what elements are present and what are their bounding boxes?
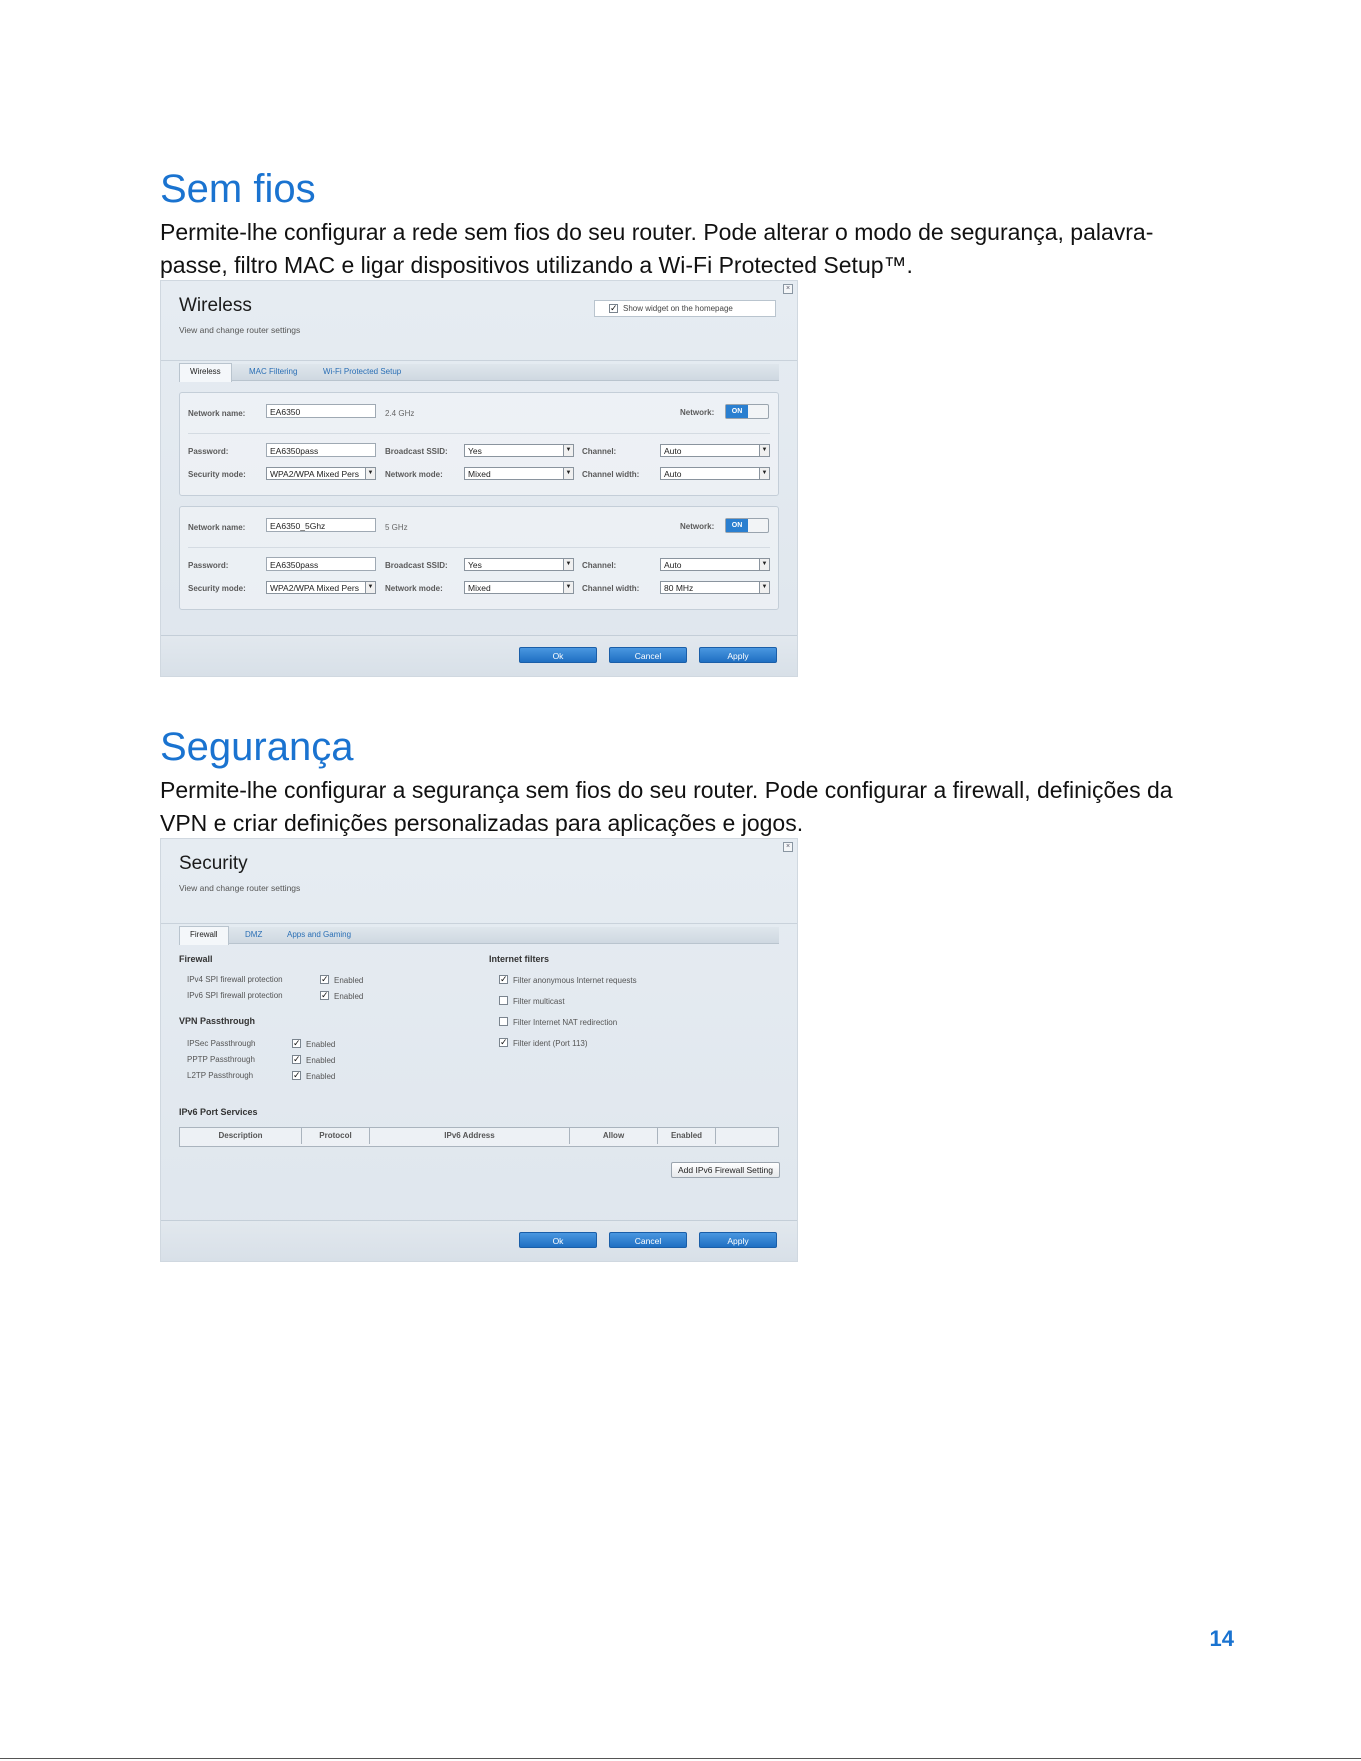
channel-select[interactable] <box>660 558 770 571</box>
network-mode-value: Mixed <box>468 469 491 479</box>
row-divider <box>188 547 770 548</box>
header-divider <box>161 360 797 361</box>
band-label: 2.4 GHz <box>385 409 415 418</box>
channel-label: Channel: <box>582 447 617 456</box>
ok-button[interactable]: Ok <box>519 647 597 663</box>
internet-filters-heading: Internet filters <box>489 954 550 964</box>
toggle-on-label: ON <box>726 519 748 532</box>
enabled-label: Enabled <box>306 1056 336 1065</box>
vpn-passthrough-heading: VPN Passthrough <box>179 1016 256 1026</box>
page-number: 14 <box>1209 1626 1234 1651</box>
tab-wifi-protected-setup[interactable]: Wi-Fi Protected Setup <box>323 367 402 376</box>
security-mode-value: WPA2/WPA Mixed Pers <box>270 469 359 479</box>
network-mode-select[interactable] <box>464 581 574 594</box>
pptp-checkbox[interactable]: ✓ <box>293 1054 301 1064</box>
column-header-allow: Allow <box>570 1128 658 1144</box>
band-panel-2-4ghz <box>179 392 779 496</box>
header-divider <box>161 923 797 924</box>
network-name-label: Network name: <box>188 523 246 532</box>
ipv6-spi-checkbox[interactable]: ✓ <box>321 990 329 1000</box>
ipv4-spi-checkbox[interactable]: ✓ <box>321 974 329 984</box>
chevron-down-icon: ▼ <box>563 445 573 456</box>
broadcast-ssid-label: Broadcast SSID: <box>385 561 448 570</box>
apply-button[interactable]: Apply <box>699 1232 777 1248</box>
wireless-footer <box>161 635 797 676</box>
ipv4-spi-label: IPv4 SPI firewall protection <box>187 975 283 984</box>
channel-value: Auto <box>664 560 682 570</box>
filter-anonymous-checkbox[interactable]: ✓ <box>500 974 508 984</box>
network-toggle[interactable] <box>725 518 769 533</box>
channel-width-select[interactable] <box>660 581 770 594</box>
chevron-down-icon: ▼ <box>759 468 769 479</box>
channel-width-value: Auto <box>664 469 682 479</box>
tab-apps-and-gaming[interactable]: Apps and Gaming <box>287 930 352 939</box>
security-subtitle: View and change router settings <box>179 883 301 893</box>
security-mode-label: Security mode: <box>188 470 246 479</box>
section-heading-security: Segurança <box>160 725 354 769</box>
channel-label: Channel: <box>582 561 617 570</box>
network-name-label: Network name: <box>188 409 246 418</box>
security-footer <box>161 1220 797 1261</box>
security-title: Security <box>179 853 248 874</box>
channel-width-label: Channel width: <box>582 470 640 479</box>
cancel-button[interactable]: Cancel <box>609 647 687 663</box>
network-label: Network: <box>680 522 715 531</box>
chevron-down-icon: ▼ <box>759 582 769 593</box>
page-bottom-rule <box>0 1758 1361 1759</box>
channel-width-select[interactable] <box>660 467 770 480</box>
column-header-ipv6-address: IPv6 Address <box>370 1128 570 1144</box>
wireless-tabs <box>179 364 779 381</box>
password-input[interactable]: EA6350pass <box>266 443 376 457</box>
tab-mac-filtering[interactable]: MAC Filtering <box>249 367 298 376</box>
security-mode-label: Security mode: <box>188 584 246 593</box>
l2tp-label: L2TP Passthrough <box>187 1071 254 1080</box>
ipv6-port-services-heading: IPv6 Port Services <box>179 1107 258 1117</box>
security-mode-select[interactable] <box>266 581 376 594</box>
network-mode-label: Network mode: <box>385 584 443 593</box>
network-mode-select[interactable] <box>464 467 574 480</box>
channel-value: Auto <box>664 446 682 456</box>
close-icon[interactable]: × <box>783 842 793 852</box>
pptp-label: PPTP Passthrough <box>187 1055 255 1064</box>
network-name-input[interactable]: EA6350 <box>266 404 376 418</box>
tab-wireless[interactable]: Wireless <box>179 363 232 382</box>
filter-multicast-label: Filter multicast <box>513 997 565 1006</box>
password-label: Password: <box>188 561 229 570</box>
chevron-down-icon: ▼ <box>563 468 573 479</box>
cancel-button[interactable]: Cancel <box>609 1232 687 1248</box>
l2tp-checkbox[interactable]: ✓ <box>293 1070 301 1080</box>
broadcast-ssid-label: Broadcast SSID: <box>385 447 448 456</box>
ipv6-spi-label: IPv6 SPI firewall protection <box>187 991 283 1000</box>
network-mode-value: Mixed <box>468 583 491 593</box>
ok-button[interactable]: Ok <box>519 1232 597 1248</box>
security-tabs <box>179 927 779 944</box>
chevron-down-icon: ▼ <box>759 559 769 570</box>
network-mode-label: Network mode: <box>385 470 443 479</box>
filter-anonymous-label: Filter anonymous Internet requests <box>513 976 637 985</box>
row-divider <box>188 433 770 434</box>
enabled-label: Enabled <box>334 992 364 1001</box>
toggle-on-label: ON <box>726 405 748 418</box>
section-paragraph-security: Permite-lhe configurar a segurança sem fios do seu router. Pode configurar a firewall, definições da VPN e criar definições personalizadas para aplicações e jogos. <box>160 777 1173 836</box>
chevron-down-icon: ▼ <box>365 468 375 479</box>
show-widget-checkbox[interactable]: ✓ <box>610 303 618 313</box>
show-widget-label: Show widget on the homepage <box>623 304 733 313</box>
column-header-enabled: Enabled <box>658 1128 716 1144</box>
column-header-description: Description <box>180 1128 302 1144</box>
filter-nat-redirection-checkbox[interactable] <box>499 1017 508 1026</box>
widget-toggle-box <box>594 300 776 317</box>
ipsec-label: IPSec Passthrough <box>187 1039 256 1048</box>
wireless-title: Wireless <box>179 295 252 316</box>
ipv6-port-services-table <box>179 1127 779 1147</box>
broadcast-ssid-select[interactable] <box>464 558 574 571</box>
security-mode-select[interactable] <box>266 467 376 480</box>
security-screenshot <box>160 838 798 1262</box>
enabled-label: Enabled <box>306 1072 336 1081</box>
chevron-down-icon: ▼ <box>365 582 375 593</box>
filter-nat-redirection-label: Filter Internet NAT redirection <box>513 1018 618 1027</box>
section-heading-wireless: Sem fios <box>160 167 316 211</box>
tab-firewall[interactable]: Firewall <box>179 926 229 945</box>
chevron-down-icon: ▼ <box>759 445 769 456</box>
chevron-down-icon: ▼ <box>563 559 573 570</box>
band-label: 5 GHz <box>385 523 408 532</box>
apply-button[interactable]: Apply <box>699 647 777 663</box>
enabled-label: Enabled <box>306 1040 336 1049</box>
column-header-protocol: Protocol <box>302 1128 370 1144</box>
broadcast-ssid-value: Yes <box>468 446 482 456</box>
band-panel-5ghz <box>179 506 779 610</box>
ipsec-checkbox[interactable]: ✓ <box>293 1038 301 1048</box>
chevron-down-icon: ▼ <box>563 582 573 593</box>
network-label: Network: <box>680 408 715 417</box>
network-toggle[interactable] <box>725 404 769 419</box>
close-icon[interactable]: × <box>783 284 793 294</box>
firewall-heading: Firewall <box>179 954 213 964</box>
channel-width-value: 80 MHz <box>664 583 694 593</box>
network-name-input[interactable]: EA6350_5Ghz <box>266 518 376 532</box>
password-label: Password: <box>188 447 229 456</box>
channel-select[interactable] <box>660 444 770 457</box>
security-mode-value: WPA2/WPA Mixed Pers <box>270 583 359 593</box>
enabled-label: Enabled <box>334 976 364 985</box>
broadcast-ssid-select[interactable] <box>464 444 574 457</box>
wireless-subtitle: View and change router settings <box>179 325 301 335</box>
filter-multicast-checkbox[interactable] <box>499 996 508 1005</box>
wireless-screenshot <box>160 280 798 677</box>
section-paragraph-wireless: Permite-lhe configurar a rede sem fios do seu router. Pode alterar o modo de segurança, palavra-passe, filtro MAC e ligar dispositivos utilizando a Wi-Fi Protected Setup™. <box>160 219 1154 278</box>
filter-ident-checkbox[interactable]: ✓ <box>500 1037 508 1047</box>
add-ipv6-firewall-setting-button[interactable]: Add IPv6 Firewall Setting <box>671 1162 780 1178</box>
broadcast-ssid-value: Yes <box>468 560 482 570</box>
tab-dmz[interactable]: DMZ <box>245 930 263 939</box>
password-input[interactable]: EA6350pass <box>266 557 376 571</box>
filter-ident-label: Filter ident (Port 113) <box>513 1039 588 1048</box>
channel-width-label: Channel width: <box>582 584 640 593</box>
